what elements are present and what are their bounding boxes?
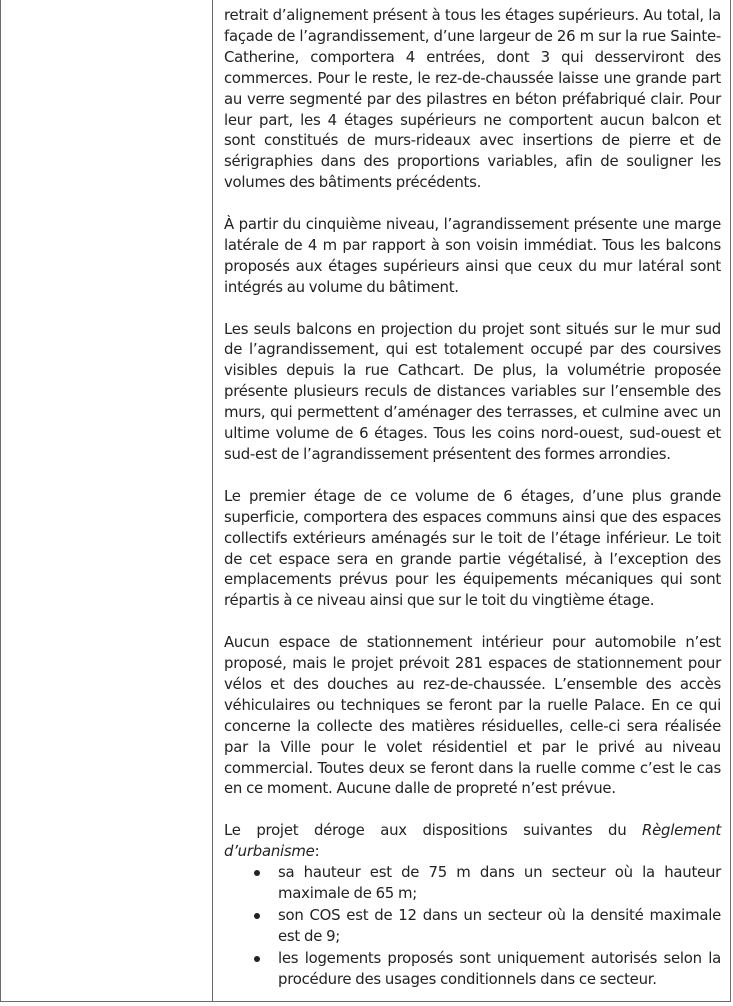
- derogation-intro: Le projet déroge aux dispositions suivantes du: [224, 821, 643, 840]
- bullet-icon: [254, 956, 260, 962]
- list-item: [224, 948, 721, 990]
- column-divider: [212, 0, 213, 1001]
- paragraph-derogation: [224, 820, 721, 862]
- paragraph-balcons: Les seuls balcons en projection du projet sont situés sur le mur sud de l’agrandissement, qui est totalement occupé par des coursives visibles depuis la rue Cathcart. De plus, la volumétrie proposée présente plusieurs reculs de distances variables sur l’ensemble des murs, qui permettent d’aménager des terrasses, et culmine avec un ultime volume de 6 étages. Tous les coins nord-ouest, sud-ouest et sud-est de l’agrandissement présentent des formes arrondies.: [224, 319, 721, 463]
- table-left-cell: [1, 0, 211, 1001]
- paragraph-marge-laterale: À partir du cinquième niveau, l’agrandissement présente une marge latérale de 4 m par rapport à son voisin immédiat. Tous les balcons proposés aux étages supérieurs ainsi que ceux du mur latéral sont intégrés au volume du bâtiment.: [224, 215, 721, 296]
- paragraph-stationnement: Aucun espace de stationnement intérieur pour automobile n’est proposé, mais le projet prévoit 281 espaces de stationnement pour vélos et des douches au rez-de-chaussée. L’ensemble des accès véhiculaires ou techniques se feront par la ruelle Palace. En ce qui concerne la collecte des matières résiduelles, celle-ci sera réalisée par la Ville pour le volet résidentiel et par le privé au niveau commercial. Toutes deux se feront dans la ruelle comme c’est le cas en ce moment. Aucune dalle de propreté n’est prévue.: [224, 633, 721, 798]
- derogation-list: [224, 862, 721, 989]
- paragraph-premier-etage: Le premier étage de ce volume de 6 étages, d’une plus grande superficie, comportera des espaces communs ainsi que des espaces collectifs extérieurs aménagés sur le toit de l’étage inférieur. Le toit de cet espace sera en grande partie végétalisé, à l’exception des emplacements prévus pour les équipements mécaniques qui sont répartis à ce niveau ainsi que sur le toit du vingtième étage.: [224, 486, 721, 610]
- reglement-title: Règlement d’urbanisme: [224, 821, 721, 861]
- list-item: [224, 905, 721, 947]
- bullet-icon: [254, 913, 260, 919]
- list-item-text: sa hauteur est de 75 m dans un secteur où la hauteur maximale de 65 m;: [278, 863, 721, 902]
- derogation-suffix: :: [314, 842, 320, 861]
- list-item: [224, 862, 721, 904]
- table-right-cell: [224, 5, 721, 991]
- paragraph-facade: retrait d’alignement présent à tous les étages supérieurs. Au total, la façade de l’agrandissement, d’une largeur de 26 m sur la rue Sainte-Catherine, comportera 4 entrées, dont 3 qui desserviront des commerces. Pour le reste, le rez-de-chaussée laisse une grande part au verre segmenté par des pilastres en béton préfabriqué clair. Pour leur part, les 4 étages supérieurs ne comportent aucun balcon et sont constitués de murs-rideaux avec insertions de pierre et de sérigraphies dans des proportions variables, afin de souligner les volumes des bâtiments précédents.: [224, 6, 721, 192]
- list-item-text: les logements proposés sont uniquement autorisés selon la procédure des usages conditionnels dans ce secteur.: [278, 948, 721, 988]
- list-item-text: son COS est de 12 dans un secteur où la densité maximale est de 9;: [278, 905, 721, 945]
- bullet-icon: [254, 870, 260, 876]
